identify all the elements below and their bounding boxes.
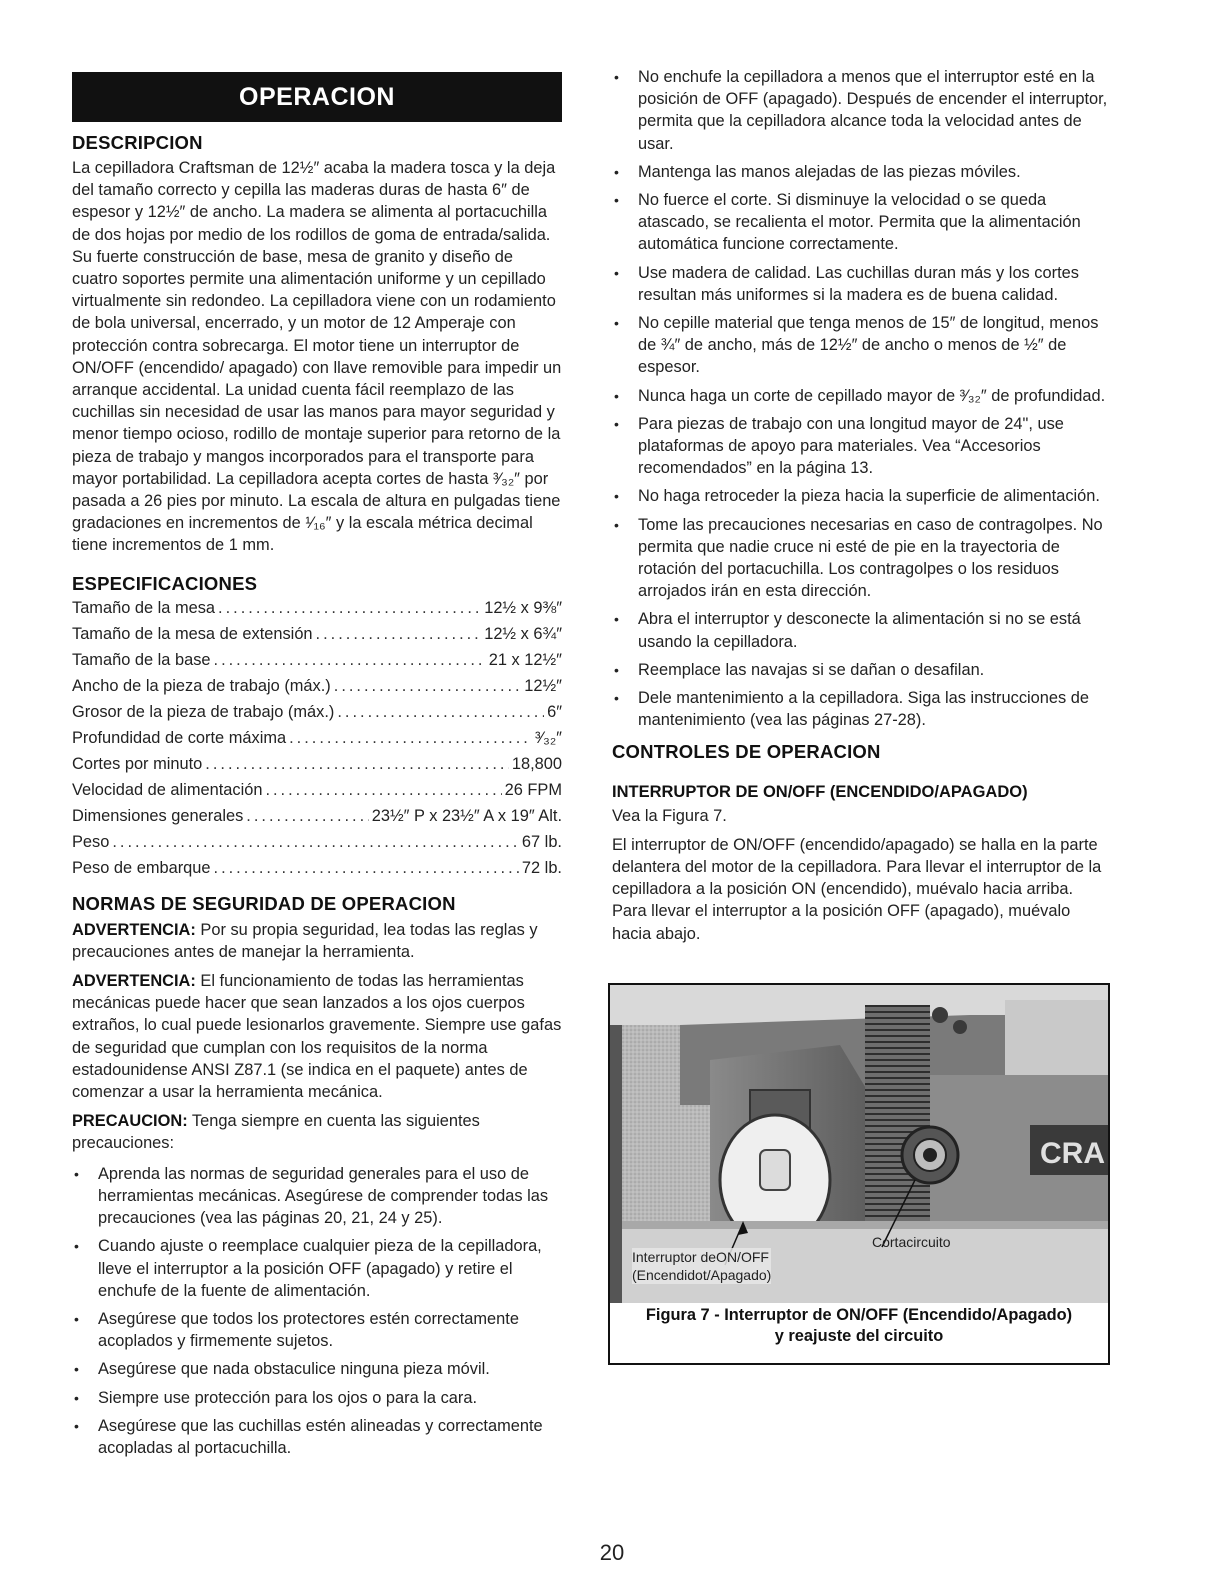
spec-label: Peso bbox=[72, 832, 110, 851]
precaucion bbox=[72, 1110, 562, 1154]
spec-leader-dots bbox=[218, 597, 481, 619]
spec-value: 12½″ bbox=[524, 676, 562, 695]
spec-label: Velocidad de alimentación bbox=[72, 780, 263, 799]
spec-value: 67 lb. bbox=[521, 832, 562, 851]
list-item: • Siempre use protección para los ojos o para la cara. bbox=[72, 1387, 562, 1409]
list-item: • Asegúrese que nada obstaculice ninguna pieza móvil. bbox=[72, 1358, 562, 1380]
spec-leader-dots bbox=[214, 649, 486, 671]
controles-heading: CONTROLES DE OPERACION bbox=[612, 741, 881, 763]
spec-row bbox=[72, 675, 562, 701]
list-item: • Tome las precauciones necesarias en caso de contragolpes. No permita que nadie cruce ni esté de pie en la trayectoria de rotación del portacuchilla. Los contragolpes o los residuos arrojados irán en esta dirección. bbox=[612, 514, 1110, 603]
switch-label bbox=[632, 1248, 771, 1284]
right-column bbox=[612, 68, 1110, 945]
see-figure-text: Vea la Figura 7. bbox=[612, 807, 727, 826]
planer-switch-photo bbox=[610, 985, 1108, 1303]
list-item: • Dele mantenimiento a la cepilladora. Siga las instrucciones de mantenimiento (vea las páginas 27-28). bbox=[612, 687, 1110, 731]
switch-label-line-1: Interruptor deON/OFF bbox=[632, 1249, 769, 1265]
spec-value: 72 lb. bbox=[521, 858, 562, 877]
spec-leader-dots bbox=[205, 753, 509, 775]
spec-leader-dots bbox=[246, 805, 368, 827]
figure-caption-line-1: Figura 7 - Interruptor de ON/OFF (Encendido/Apagado) bbox=[645, 1306, 1073, 1324]
list-item: • Reemplace las navajas si se dañan o desafilan. bbox=[612, 659, 1110, 681]
normas-heading: NORMAS DE SEGURIDAD DE OPERACION bbox=[72, 892, 456, 914]
breaker-label: Cortacircuito bbox=[872, 1234, 951, 1250]
spec-leader-dots bbox=[214, 857, 519, 879]
spec-leader-dots bbox=[334, 675, 522, 697]
especificaciones-heading: ESPECIFICACIONES bbox=[72, 572, 258, 594]
list-item: • Asegúrese que las cuchillas estén alineadas y correctamente acopladas al portacuchilla. bbox=[72, 1415, 562, 1459]
spec-label: Dimensiones generales bbox=[72, 806, 244, 825]
list-item: • Abra el interruptor y desconecte la alimentación si no se está usando la cepilladora. bbox=[612, 608, 1110, 652]
spec-row bbox=[72, 753, 562, 779]
precaucion-label: PRECAUCION: bbox=[72, 1112, 188, 1131]
spec-leader-dots bbox=[337, 701, 544, 723]
list-item: • No fuerce el corte. Si disminuye la velocidad o se queda atascado, se recalienta el motor. Permita que la alimentación automática funcione correctamente. bbox=[612, 189, 1110, 256]
spec-value: 6″ bbox=[547, 702, 562, 721]
advertencia-2-label: ADVERTENCIA: bbox=[72, 972, 196, 991]
list-item: • Asegúrese que todos los protectores estén correctamente acoplados y firmemente sujetos. bbox=[72, 1308, 562, 1352]
spec-row bbox=[72, 805, 562, 831]
spec-list bbox=[72, 597, 562, 883]
spec-value: 12½ x 9⅜″ bbox=[484, 598, 562, 617]
list-item: • Para piezas de trabajo con una longitud mayor de 24", use plataformas de apoyo para materiales. Vea “Accesorios recomendados” en la página 13. bbox=[612, 413, 1110, 480]
spec-row bbox=[72, 779, 562, 805]
spec-label: Tamaño de la mesa de extensión bbox=[72, 624, 313, 643]
safety-list-left bbox=[72, 1163, 562, 1459]
spec-row bbox=[72, 831, 562, 857]
left-column bbox=[72, 72, 562, 1465]
advertencia-1 bbox=[72, 919, 562, 963]
spec-row bbox=[72, 649, 562, 675]
spec-row bbox=[72, 701, 562, 727]
spec-value: 18,800 bbox=[511, 754, 562, 773]
spec-row bbox=[72, 727, 562, 753]
list-item: • Aprenda las normas de seguridad generales para el uso de herramientas mecánicas. Asegúrese de comprender todas las precauciones (vea las páginas 20, 21, 24 y 25). bbox=[72, 1163, 562, 1230]
spec-value: ³⁄₃₂″ bbox=[534, 728, 562, 747]
spec-leader-dots bbox=[112, 831, 519, 853]
spec-value: 21 x 12½″ bbox=[488, 650, 562, 669]
spec-label: Cortes por minuto bbox=[72, 754, 203, 773]
spec-leader-dots bbox=[265, 779, 501, 801]
spec-row bbox=[72, 857, 562, 883]
list-item: • No haga retroceder la pieza hacia la superficie de alimentación. bbox=[612, 485, 1110, 507]
advertencia-2 bbox=[72, 970, 562, 1103]
section-banner: OPERACION bbox=[72, 72, 562, 122]
spec-leader-dots bbox=[289, 727, 532, 749]
spec-row bbox=[72, 623, 562, 649]
safety-list-right bbox=[612, 66, 1110, 731]
controles-text: El interruptor de ON/OFF (encendido/apagado) se halla en la parte delantera del motor de la cepilladora. Para llevar el interruptor de la cepilladora a la posición ON (encendido), muévalo hacia arriba. Para llevar el interruptor a la posición OFF (apagado), muévalo hacia abajo. bbox=[612, 835, 1102, 943]
list-item: • Nunca haga un corte de cepillado mayor de ³⁄₃₂″ de profundidad. bbox=[612, 385, 1110, 407]
advertencia-1-label: ADVERTENCIA: bbox=[72, 920, 196, 939]
list-item: • Cuando ajuste o reemplace cualquier pieza de la cepilladora, lleve el interruptor a la posición OFF (apagado) y retire el enchufe de la fuente de alimentación. bbox=[72, 1235, 562, 1302]
page-number: 20 bbox=[599, 1540, 625, 1565]
logo-text: CRA bbox=[1040, 1137, 1105, 1170]
spec-label: Peso de embarque bbox=[72, 858, 211, 877]
spec-label: Tamaño de la base bbox=[72, 650, 211, 669]
list-item: • No enchufe la cepilladora a menos que el interruptor esté en la posición de OFF (apagado). Después de encender el interruptor, permita que la cepilladora alcance toda la velocidad antes de usar. bbox=[612, 66, 1110, 155]
advertencia-1-text: Por su propia seguridad, lea todas las reglas y precauciones antes de manejar la herramienta. bbox=[72, 920, 538, 961]
spec-label: Tamaño de la mesa bbox=[72, 598, 216, 617]
figure-7 bbox=[608, 983, 1110, 1365]
list-item: • No cepille material que tenga menos de 15″ de longitud, menos de ¾″ de ancho, más de 12½″ de ancho o menos de ½″ de espesor. bbox=[612, 312, 1110, 379]
descripcion-heading: DESCRIPCION bbox=[72, 132, 203, 153]
spec-value: 12½ x 6¾″ bbox=[484, 624, 562, 643]
spec-row bbox=[72, 597, 562, 623]
list-item: • Use madera de calidad. Las cuchillas duran más y los cortes resultan más uniformes si la madera es de buena calidad. bbox=[612, 262, 1110, 306]
switch-label-line-2: (Encendidot/Apagado) bbox=[632, 1267, 772, 1283]
interruptor-subheading: INTERRUPTOR DE ON/OFF (ENCENDIDO/APAGADO) bbox=[612, 783, 1028, 802]
spec-label: Profundidad de corte máxima bbox=[72, 728, 287, 747]
spec-leader-dots bbox=[316, 623, 482, 645]
list-item: • Mantenga las manos alejadas de las piezas móviles. bbox=[612, 161, 1110, 183]
spec-value: 23½″ P x 23½″ A x 19″ Alt. bbox=[371, 806, 562, 825]
spec-label: Grosor de la pieza de trabajo (máx.) bbox=[72, 702, 335, 721]
figure-caption bbox=[610, 1305, 1108, 1347]
advertencia-2-text: El funcionamiento de todas las herramientas mecánicas puede hacer que sean lanzados a los ojos cuerpos extraños, lo cual puede lesionarlos gravemente. Siempre use gafas de seguridad que cumplan con los requisitos de la norma estadounidense ANSI Z87.1 (se indica en el paquete) antes de comenzar a usar la herramienta mecánica. bbox=[72, 972, 562, 1102]
precaucion-text: Tenga siempre en cuenta las siguientes precauciones: bbox=[72, 1112, 480, 1153]
descripcion-text: La cepilladora Craftsman de 12½″ acaba la madera tosca y la deja del tamaño correcto y cepilla las maderas duras de hasta 6″ de espesor y 12½″ de ancho. La madera se alimenta al portacuchilla de dos hojas por medio de los rodillos de goma de entrada/salida. Su fuerte construcción de base, mesa de granito y diseño de cuatro soportes permite una alimentación uniforme y un cepillado virtualmente sin redondeo. La cepilladora viene con un rodamiento de bola universal, encerrado, y un motor de 12 Amperaje con protección contra sobrecarga. El motor tiene un interruptor de ON/OFF (encendido/ apagado) con llave removible para impedir un arranque accidental. La unidad cuenta fácil reemplazo de las cuchillas sin necesidad de usar las manos para mayor seguridad y menor tiempo ocioso, rodillo de montaje superior para retorno de la pieza de trabajo y mangos incorporados para el transporte para mayor portabilidad. La cepilladora acepta cortes de hasta ³⁄₃₂″ por pasada a 26 pies por minuto. La escala de altura en pulgadas tiene gradaciones en incrementos de ¹⁄₁₆″ y la escala métrica decimal tiene incrementos de 1 mm. bbox=[72, 159, 562, 555]
spec-value: 26 FPM bbox=[504, 780, 562, 799]
spec-label: Ancho de la pieza de trabajo (máx.) bbox=[72, 676, 331, 695]
figure-caption-line-2: y reajuste del circuito bbox=[774, 1327, 944, 1345]
